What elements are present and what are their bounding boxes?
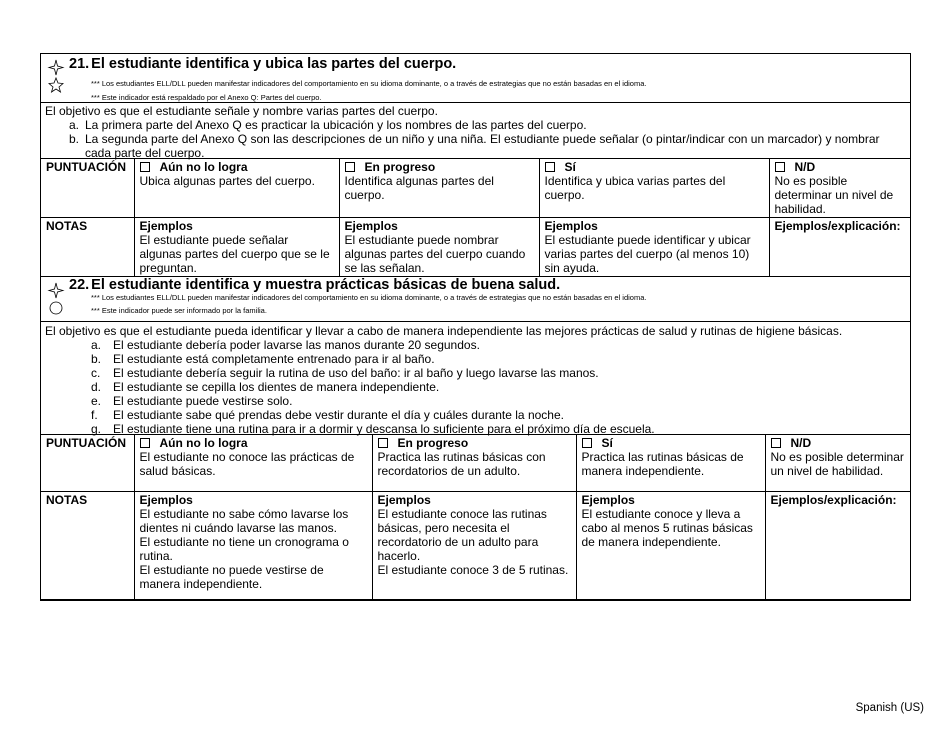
checkbox[interactable]	[345, 162, 355, 172]
checkbox[interactable]	[140, 438, 150, 448]
section-22-note-2: *** Este indicador puede ser informado por la familia.	[91, 306, 267, 315]
section-21-header	[41, 54, 910, 103]
level-cell	[765, 435, 910, 491]
example-text: El estudiante no puede vestirse de manera independiente.	[139, 562, 324, 591]
item-text: El estudiante está completamente entrenado para ir al baño.	[113, 352, 435, 366]
section-22-item	[45, 366, 906, 380]
example-title: Ejemplos	[581, 492, 635, 507]
section-22-note-1: *** Los estudiantes ELL/DLL pueden manifestar indicadores del comportamiento en su idioma dominante, o a través de estrategias que no están basadas en el idioma.	[91, 293, 647, 302]
notes-row	[41, 491, 910, 599]
section-22-item	[45, 422, 906, 436]
level-desc: Practica las rutinas básicas de manera independiente.	[581, 450, 744, 478]
example-text: El estudiante puede señalar algunas partes del cuerpo que se le preguntan.	[139, 233, 330, 275]
level-cell	[134, 159, 339, 218]
example-text: El estudiante conoce y lleva a cabo al menos 5 rutinas básicas de manera independiente.	[581, 506, 753, 549]
section-21-icons	[47, 58, 65, 94]
level-desc: Identifica y ubica varias partes del cuerpo.	[544, 174, 726, 202]
notes-row	[41, 218, 910, 277]
item-label: c.	[91, 366, 101, 380]
example-cell	[134, 218, 339, 277]
example-text: El estudiante conoce las rutinas básicas, pero necesita el recordatorio de un adulto para hacerlo.	[377, 506, 547, 563]
level-title: Sí	[564, 160, 576, 174]
section-22-item	[45, 380, 906, 394]
example-cell	[576, 491, 765, 599]
item-label: e.	[91, 394, 102, 408]
example-text: El estudiante puede nombrar algunas partes del cuerpo cuando se las señalan.	[344, 233, 526, 275]
item-label: a.	[69, 118, 80, 132]
example-cell	[539, 218, 769, 277]
score-label: PUNTUACIÓN	[41, 435, 134, 491]
example-text: El estudiante no tiene un cronograma o rutina.	[139, 534, 349, 563]
checkbox[interactable]	[545, 162, 555, 172]
item-text: La segunda parte del Anexo Q son las descripciones de un niño y una niña. El estudiante puede señalar (o pintar/indicar con un marcador) y nombrar cada parte del cuerpo.	[85, 132, 880, 160]
section-21-objective-text: El objetivo es que el estudiante señale y nombre varias partes del cuerpo.	[45, 104, 438, 118]
checkbox[interactable]	[771, 438, 781, 448]
checkbox[interactable]	[140, 162, 150, 172]
example-title: Ejemplos	[544, 219, 598, 233]
item-label: b.	[91, 352, 102, 366]
level-title: N/D	[794, 160, 816, 174]
example-cell	[134, 491, 372, 599]
checkbox[interactable]	[775, 162, 785, 172]
item-text: El estudiante se cepilla los dientes de manera independiente.	[113, 380, 440, 394]
item-label: b.	[69, 132, 80, 146]
item-text: El estudiante debería poder lavarse las manos durante 20 segundos.	[113, 338, 480, 352]
item-text: El estudiante sabe qué prendas debe vestir durante el día y cuáles durante la noche.	[113, 408, 564, 422]
section-21-item	[45, 132, 906, 160]
item-label: g.	[91, 422, 102, 436]
section-22-item	[45, 408, 906, 422]
checkbox[interactable]	[582, 438, 592, 448]
level-title: Aún no lo logra	[159, 436, 248, 450]
level-cell	[576, 435, 765, 491]
assessment-frame	[40, 53, 911, 601]
level-desc: No es posible determinar un nivel de habilidad.	[770, 450, 904, 478]
notes-label: NOTAS	[41, 218, 134, 277]
example-cell	[339, 218, 539, 277]
section-22-title-text: El estudiante identifica y muestra prácticas básicas de buena salud.	[91, 277, 561, 293]
example-title: Ejemplos	[139, 219, 193, 233]
star-circle-icon	[47, 282, 65, 316]
section-21-rubric-table	[41, 159, 910, 277]
section-22-item	[45, 338, 906, 352]
item-label: f.	[91, 408, 98, 422]
level-cell	[134, 435, 372, 491]
section-21-note-1: *** Los estudiantes ELL/DLL pueden manifestar indicadores del comportamiento en su idioma dominante, o a través de estrategias que no están basadas en el idioma.	[91, 79, 647, 88]
level-title: N/D	[790, 436, 812, 450]
level-title: Sí	[601, 436, 613, 450]
level-desc: El estudiante no conoce las prácticas de salud básicas.	[139, 450, 355, 478]
section-22-objective	[41, 322, 910, 435]
notes-label: NOTAS	[41, 491, 134, 599]
example-title: Ejemplos	[139, 492, 193, 507]
section-22-rubric-table	[41, 435, 910, 600]
section-22-objective-text: El objetivo es que el estudiante pueda identificar y llevar a cabo de manera independiente las mejores prácticas de salud y rutinas de higiene básicas.	[45, 324, 843, 338]
section-22-header	[41, 277, 910, 322]
section-21-objective	[41, 103, 910, 159]
item-text: El estudiante puede vestirse solo.	[113, 394, 293, 408]
example-title: Ejemplos/explicación:	[770, 492, 897, 507]
level-desc: Identifica algunas partes del cuerpo.	[344, 174, 494, 202]
item-label: a.	[91, 338, 102, 352]
level-title: Aún no lo logra	[159, 160, 248, 174]
section-21-number: 21.	[69, 56, 90, 72]
level-cell	[769, 159, 910, 218]
example-title: Ejemplos/explicación:	[774, 219, 901, 233]
example-title: Ejemplos	[344, 219, 398, 233]
section-22-item	[45, 352, 906, 366]
section-21-title	[41, 54, 910, 73]
level-cell	[539, 159, 769, 218]
star-icon	[47, 58, 65, 94]
footer-language: Spanish (US)	[855, 702, 924, 714]
section-22-number: 22.	[69, 277, 90, 293]
example-title: Ejemplos	[377, 492, 431, 507]
example-text: El estudiante conoce 3 de 5 rutinas.	[377, 562, 569, 577]
level-cell	[372, 435, 576, 491]
level-desc: No es posible determinar un nivel de habilidad.	[774, 174, 894, 216]
checkbox[interactable]	[378, 438, 388, 448]
level-title: En progreso	[397, 436, 469, 450]
section-22-icons	[47, 282, 65, 316]
example-text: El estudiante no sabe cómo lavarse los dientes ni cuándo lavarse las manos.	[139, 506, 349, 535]
level-cell	[339, 159, 539, 218]
section-21-item	[45, 118, 906, 132]
level-title: En progreso	[364, 160, 436, 174]
item-text: El estudiante debería seguir la rutina de uso del baño: ir al baño y luego lavarse las manos.	[113, 366, 599, 380]
section-21-title-text: El estudiante identifica y ubica las partes del cuerpo.	[91, 56, 457, 72]
score-row	[41, 159, 910, 218]
score-row	[41, 435, 910, 491]
item-text: El estudiante tiene una rutina para ir a dormir y descansa lo suficiente para el próximo día de escuela.	[113, 422, 655, 436]
item-text: La primera parte del Anexo Q es practicar la ubicación y los nombres de las partes del cuerpo.	[85, 118, 587, 132]
score-label: PUNTUACIÓN	[41, 159, 134, 218]
item-label: d.	[91, 380, 102, 394]
section-22-item	[45, 394, 906, 408]
level-desc: Ubica algunas partes del cuerpo.	[139, 174, 315, 188]
level-desc: Practica las rutinas básicas con recordatorios de un adulto.	[377, 450, 546, 478]
example-cell	[372, 491, 576, 599]
section-21-note-2: *** Este indicador está respaldado por el Anexo Q: Partes del cuerpo.	[91, 93, 322, 102]
example-cell	[769, 218, 910, 277]
example-text: El estudiante puede identificar y ubicar varias partes del cuerpo (al menos 10) sin ayuda.	[544, 233, 751, 275]
example-cell	[765, 491, 910, 599]
